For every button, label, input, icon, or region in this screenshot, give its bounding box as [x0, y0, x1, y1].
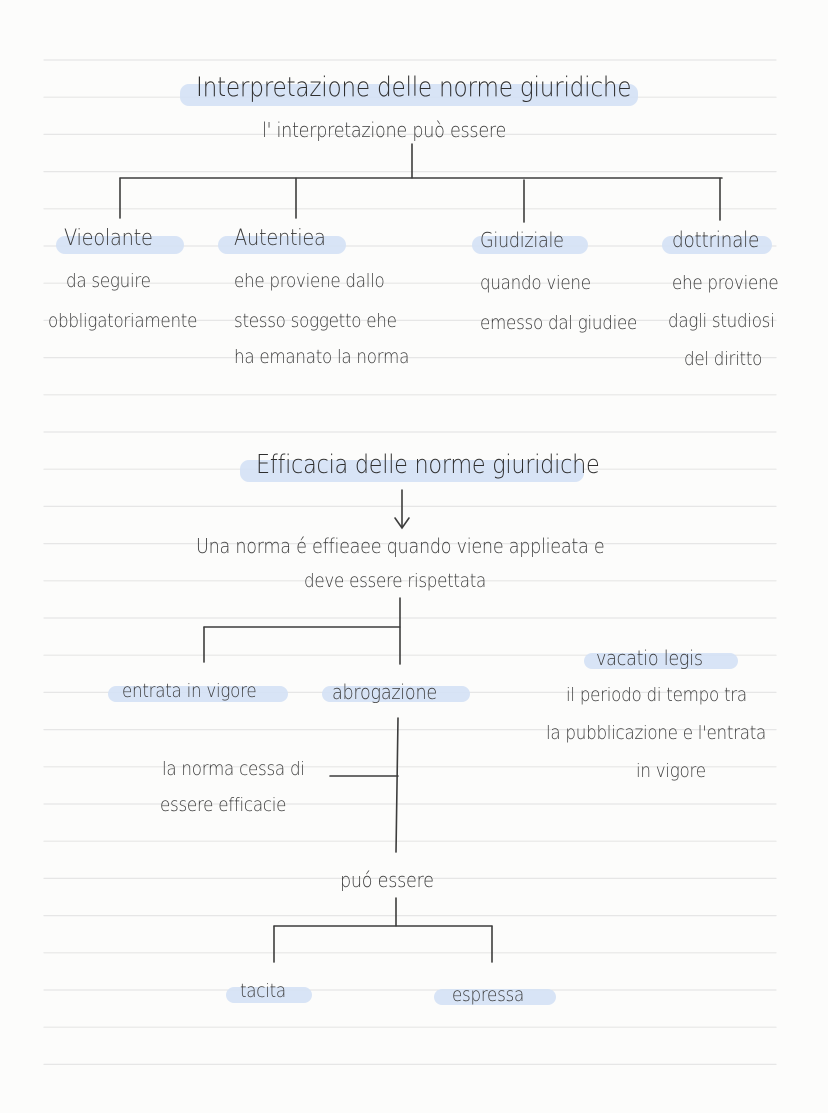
vacatio-line3: in vigore: [636, 760, 706, 782]
branch-dottrinale: dottrinale: [672, 228, 760, 252]
branch-giudiziale-line1: quando viene: [480, 272, 591, 294]
section1-title: Interpretazione delle norme giuridiche: [196, 72, 632, 103]
definition-line2: deve essere rispettata: [304, 570, 486, 592]
cessa-line1: la norma cessa di: [162, 758, 305, 780]
branch-vieolante: Vieolante: [64, 226, 153, 251]
branch-vieolante-line1: da seguire: [66, 270, 151, 292]
branch-dottrinale-line2: dagli studiosi: [668, 310, 775, 332]
abrogazione: abrogazione: [332, 680, 437, 704]
espressa: espressa: [452, 984, 524, 1006]
tacita: tacita: [240, 980, 286, 1002]
entrata-in-vigore: entrata in vigore: [122, 680, 257, 702]
vacatio-legis: vacatio legis: [596, 646, 703, 670]
section1-subtitle: l' interpretazione può essere: [262, 118, 507, 142]
branch-autentiea-line3: ha emanato la norma: [234, 346, 410, 368]
section2-title: Efficacia delle norme giuridiche: [256, 450, 600, 480]
branch-giudiziale-line2: emesso dal giudiee: [480, 312, 638, 334]
branch-vieolante-line2: obbligatoriamente: [48, 310, 198, 332]
vacatio-line1: il periodo di tempo tra: [566, 684, 747, 706]
branch-autentiea: Autentiea: [234, 226, 326, 251]
branch-giudiziale: Giudiziale: [480, 228, 564, 252]
branch-autentiea-line2: stesso soggetto ehe: [234, 310, 397, 332]
definition-line1: Una norma é effieaee quando viene applieata e: [196, 534, 605, 558]
branch-autentiea-line1: ehe proviene dallo: [234, 270, 385, 292]
branch-dottrinale-line1: ehe proviene: [672, 272, 779, 294]
cessa-line2: essere efficacie: [160, 794, 287, 816]
connector-abrog-down: [396, 718, 398, 852]
puo-essere: puó essere: [340, 868, 434, 892]
vacatio-line2: la pubblicazione e l'entrata: [546, 722, 767, 744]
branch-dottrinale-line3: del diritto: [684, 348, 763, 370]
